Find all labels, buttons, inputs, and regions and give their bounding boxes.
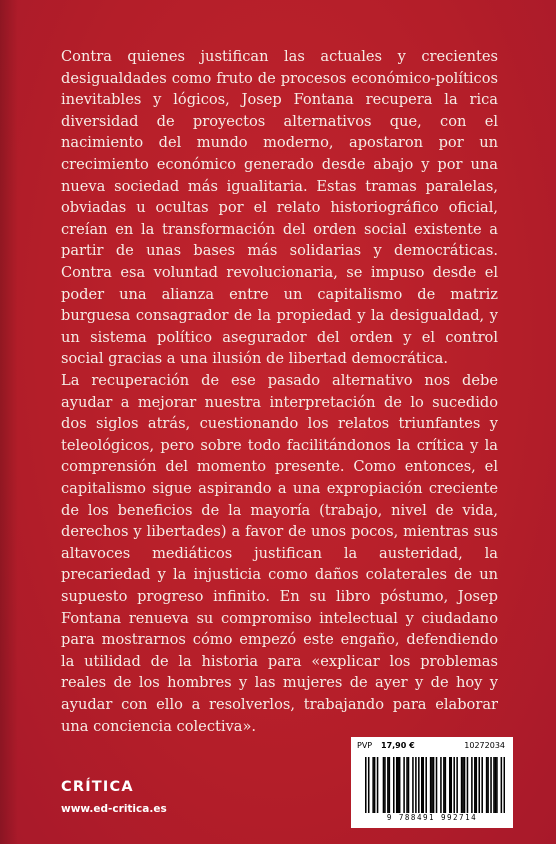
barcode-bar: [464, 757, 466, 813]
isbn-digits: 9 788491 992714: [386, 813, 478, 822]
barcode-bar: [474, 757, 476, 813]
barcode-bar: [408, 757, 410, 813]
barcode-bar: [418, 757, 420, 813]
barcode-bar: [368, 757, 370, 813]
barcode-bar: [412, 757, 414, 813]
barcode-bar: [421, 757, 423, 813]
barcode-bar: [372, 757, 374, 813]
price-row: [357, 741, 507, 753]
barcode-bar: [462, 757, 464, 813]
barcode-bar: [496, 757, 498, 813]
barcode-bar: [481, 757, 483, 813]
internal-code: 10272034: [464, 741, 505, 750]
barcode-bar: [403, 757, 405, 813]
barcode-bar: [453, 757, 455, 813]
barcode-bar: [490, 757, 492, 813]
barcode-bar: [493, 757, 495, 813]
barcode-bar: [476, 757, 478, 813]
barcode-bar: [501, 757, 503, 813]
barcode-bar: [415, 757, 417, 813]
barcode-bar: [449, 757, 451, 813]
price-value: 17,90 €: [381, 741, 415, 750]
synopsis-paragraph-1: Contra quienes justifican las actuales y crecientes desigualdades como fruto de procesos económico-políticos inevitables y lógicos, Josep Fontana recupera la rica diversidad de proyectos alternativos que, con el nacimiento del mundo moderno, apostaron por un crecimiento económico generado desde abajo y por una nueva sociedad más igualitaria. Estas tramas paralelas, obviadas u ocultas por el relato historiográfico oficial, creían en la transformación del orden social existente a partir de unas bases más solidarias y democráticas. Contra esa voluntad revolucionaria, se impuso desde el poder una alianza entre un capitalismo de matriz burguesa consagrador de la propiedad y la desigualdad, y un sistema político asegurador del orden y el control social gracias a una ilusión de libertad democrática.: [61, 48, 498, 368]
barcode-bar: [450, 757, 452, 813]
barcode-bar: [504, 757, 505, 813]
barcode-bar: [445, 757, 447, 813]
barcode-bar: [399, 757, 401, 813]
publisher-logo: CRÍTICA: [61, 779, 134, 795]
barcode-bar: [486, 757, 488, 813]
barcode-bar: [377, 757, 379, 813]
barcode-bar: [443, 757, 445, 813]
barcode-bar: [397, 757, 399, 813]
price-label: PVP: [357, 741, 373, 750]
barcode-bar: [431, 757, 433, 813]
barcode-panel: [351, 737, 513, 828]
barcode-bar: [495, 757, 497, 813]
barcode-bar: [425, 757, 427, 813]
barcode-bar: [406, 757, 408, 813]
barcode-bar: [467, 757, 469, 813]
barcode-bar: [374, 757, 376, 813]
barcode-bar: [471, 757, 473, 813]
barcode-bar: [430, 757, 432, 813]
barcode-bar: [461, 757, 463, 813]
barcode-bar: [383, 757, 385, 813]
barcode-bar: [389, 757, 391, 813]
barcode-bar: [365, 757, 367, 813]
barcode-bar: [433, 757, 435, 813]
barcode-bar: [456, 757, 458, 813]
barcode-bar: [478, 757, 480, 813]
spine-shadow: [0, 0, 18, 844]
publisher-website: www.ed-critica.es: [61, 803, 167, 815]
barcode-bar: [396, 757, 398, 813]
synopsis-paragraph-2: La recuperación de ese pasado alternativo nos debe ayudar a mejorar nuestra interpretación de lo sucedido dos siglos atrás, cuestionando los relatos triunfantes y teleológicos, pero sobre todo facilitándonos la crítica y la comprensión del momento presente. Como entonces, el capitalismo sigue aspirando a una expropiación creciente de los beneficios de la mayoría (trabajo, nivel de vida, derechos y libertades) a favor de unos pocos, mientras sus altavoces mediáticos justifican la austeridad, la precariedad y la injusticia como daños colaterales de un supuesto progreso infinito. En su libro póstumo, Josep Fontana renueva su compromiso intelectual y ciudadano para mostrarnos cómo empezó este engaño, defendiendo la utilidad de la historia para «explicar los problemas reales de los hombres y las mujeres de ayer y de hoy y ayudar con ello a resolverlos, trabajando para elaborar una conciencia colectiva».: [61, 372, 498, 735]
barcode-bar: [422, 757, 424, 813]
barcode-bar: [436, 757, 438, 813]
barcode-bar: [487, 757, 489, 813]
barcode-bar: [384, 757, 386, 813]
barcode-bar: [440, 757, 442, 813]
barcode-bar: [393, 757, 395, 813]
barcode-icon: [365, 757, 505, 813]
barcode-bar: [387, 757, 389, 813]
